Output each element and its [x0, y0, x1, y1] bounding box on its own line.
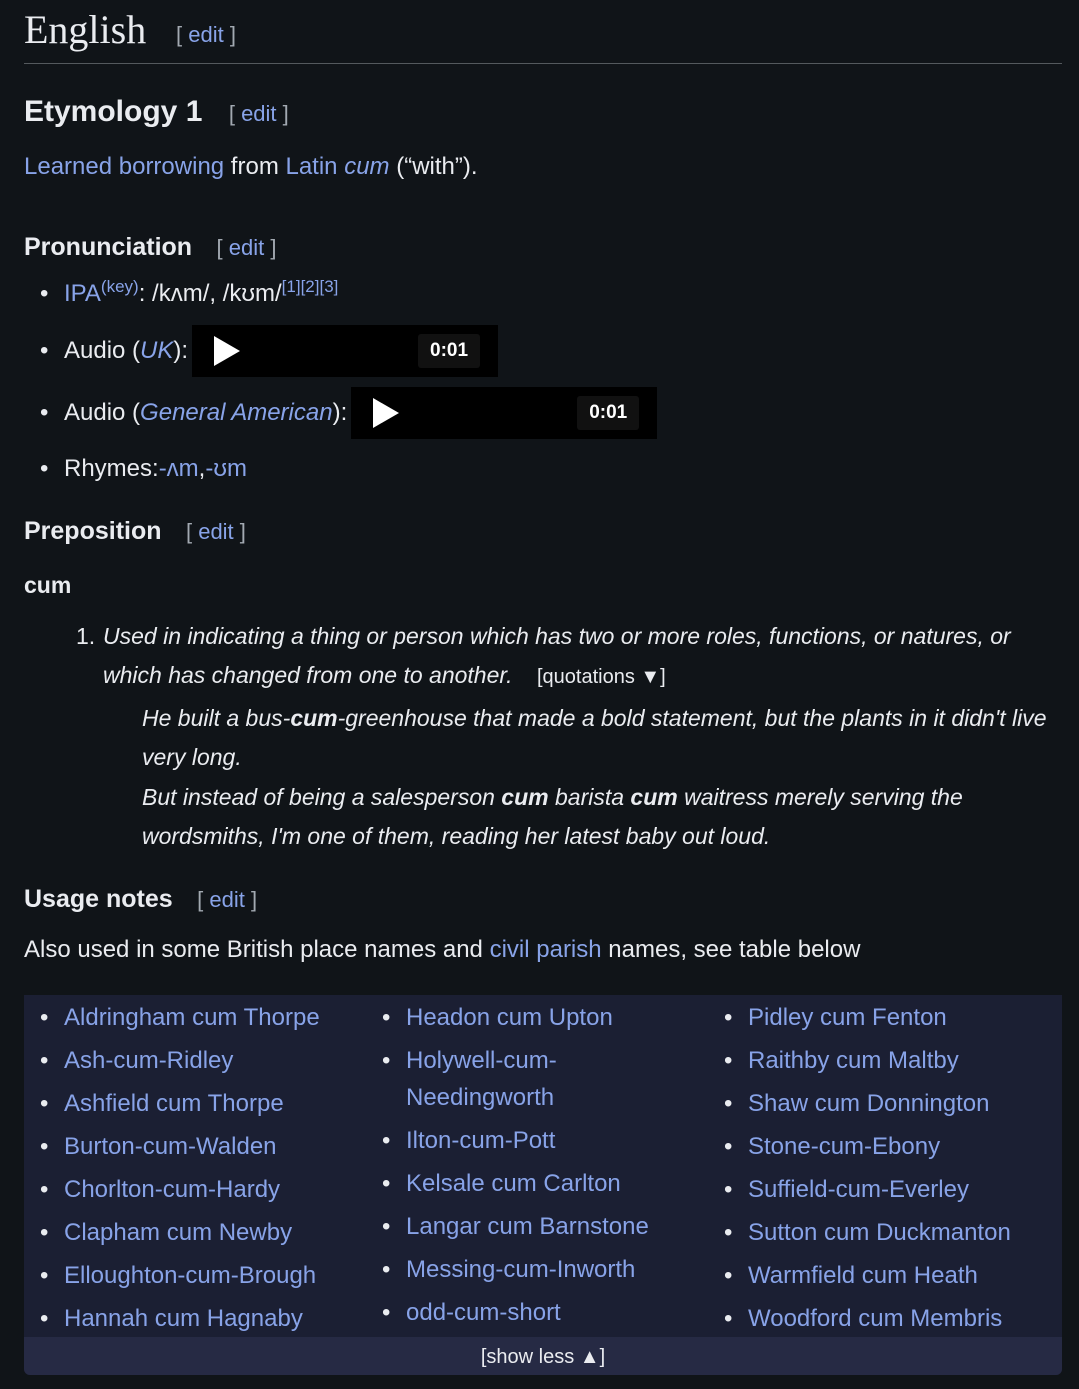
audio-us-item: • Audio ( General American ): 0:01 [24, 387, 657, 439]
list-item [366, 1042, 649, 1116]
audio-uk-item: • Audio ( UK ): 0:01 [24, 325, 498, 377]
play-icon[interactable] [214, 336, 240, 366]
edit-section: [ edit ] [216, 235, 277, 260]
place-link[interactable]: Clapham cum Newby [64, 1219, 293, 1246]
list-item [708, 1042, 1011, 1079]
edit-link[interactable]: edit [209, 887, 245, 912]
audio-player[interactable] [351, 387, 657, 439]
edit-section: [ edit ] [185, 519, 246, 544]
place-link[interactable]: Suffield-cum-Everley [748, 1176, 969, 1203]
heading-title: Usage notes [24, 885, 173, 913]
audio-duration: 0:01 [577, 396, 639, 430]
edit-section: [ edit ] [197, 887, 258, 912]
definition-1 [76, 617, 1051, 697]
place-link[interactable]: Ashfield cum Thorpe [64, 1090, 284, 1117]
list-item [366, 1208, 649, 1245]
gloss: (“with”). [389, 153, 478, 180]
list-item [24, 1128, 320, 1165]
place-link[interactable]: Elloughton-cum-Brough [64, 1262, 317, 1289]
list-item [708, 1128, 1011, 1165]
latin-link[interactable]: Latin [285, 153, 338, 180]
heading-title: Pronunciation [24, 233, 193, 261]
headword: cum [24, 572, 72, 598]
list-item [366, 999, 649, 1036]
place-link[interactable]: Stone-cum-Ebony [748, 1133, 941, 1160]
list-item [366, 1122, 649, 1159]
place-column-3 [708, 999, 1011, 1343]
place-link[interactable]: Headon cum Upton [406, 1004, 613, 1031]
show-less-toggle[interactable]: [show less ▲] [24, 1337, 1062, 1375]
place-link[interactable]: Aldringham cum Thorpe [64, 1004, 320, 1031]
text-from: from [224, 153, 286, 180]
list-item [366, 1165, 649, 1202]
place-names-table [24, 995, 1062, 1375]
latin-cum-link[interactable]: cum [344, 153, 390, 180]
etymology-heading [24, 95, 289, 129]
list-item [366, 1251, 649, 1288]
place-link[interactable]: Messing-cum-Inworth [406, 1256, 636, 1283]
list-item [708, 1300, 1011, 1337]
place-link[interactable]: odd-cum-short [406, 1299, 561, 1326]
accent-ga-link[interactable]: General American [140, 399, 333, 426]
place-link[interactable]: Hannah cum Hagnaby [64, 1305, 303, 1332]
list-item [708, 1171, 1011, 1208]
edit-section: [ edit ] [176, 22, 236, 47]
ipa-link[interactable]: IPA [64, 280, 101, 307]
edit-link[interactable]: edit [241, 101, 277, 126]
edit-section: [ edit ] [228, 101, 289, 126]
usage-notes-text: Also used in some British place names and civil parish names, see table below [24, 936, 861, 963]
heading-title: Preposition [24, 517, 162, 545]
heading-title: Etymology 1 [24, 95, 203, 128]
list-item [708, 1085, 1011, 1122]
place-link[interactable]: Langar cum Barnstone [406, 1213, 649, 1240]
pronunciation-heading [24, 233, 276, 262]
list-item [24, 999, 320, 1036]
list-item [24, 1257, 320, 1294]
learned-borrowing-link[interactable]: Learned borrowing [24, 153, 225, 180]
rhymes-item: • Rhymes: -ʌm , -ʊm [40, 455, 247, 482]
place-link[interactable]: Burton-cum-Walden [64, 1133, 277, 1160]
place-link[interactable]: Holywell-cum- Needingworth [406, 1047, 557, 1111]
list-item [24, 1300, 320, 1337]
place-link[interactable]: Warmfield cum Heath [748, 1262, 978, 1289]
place-link[interactable]: Woodford cum Membris [748, 1305, 1003, 1332]
edit-link[interactable]: edit [228, 235, 265, 260]
place-link[interactable]: Ash-cum-Ridley [64, 1047, 234, 1074]
ipa-key-link[interactable]: (key) [100, 277, 139, 296]
place-link[interactable]: Raithby cum Maltby [748, 1047, 959, 1074]
list-item [708, 1257, 1011, 1294]
edit-link[interactable]: edit [188, 22, 224, 47]
civil-parish-link[interactable]: civil parish [489, 936, 602, 963]
list-item [708, 999, 1011, 1036]
accent-uk-link[interactable]: UK [140, 337, 174, 364]
list-item [366, 1294, 649, 1331]
quotations-toggle[interactable]: [quotations ▼] [536, 666, 666, 688]
edit-link[interactable]: edit [198, 519, 234, 544]
list-item [708, 1214, 1011, 1251]
place-link[interactable]: Kelsale cum Carlton [406, 1170, 621, 1197]
audio-player[interactable] [192, 325, 498, 377]
reference-links[interactable]: [1][2][3] [281, 277, 339, 296]
etymology-text [24, 153, 478, 181]
quotation: But instead of being a salesperson cum barista cum waitress merely serving the wordsmiths, I'm one of them, reading her latest baby out loud. [142, 784, 963, 849]
place-column-2 [366, 999, 649, 1337]
quotation: He built a bus-cum-greenhouse that made a bold statement, but the plants in it didn't live very long. [142, 705, 1047, 770]
rhyme-link[interactable]: -ʊm [205, 455, 247, 482]
heading-title: English [24, 7, 147, 52]
place-column-1 [24, 999, 320, 1343]
play-icon[interactable] [373, 398, 399, 428]
definition-number: 1. [76, 623, 96, 649]
rhyme-link[interactable]: -ʌm [158, 455, 199, 482]
place-link[interactable]: Shaw cum Donnington [748, 1090, 990, 1117]
audio-duration: 0:01 [418, 334, 480, 368]
ipa-transcription: /kʌm/, /kʊm/ [145, 280, 282, 307]
list-item [24, 1171, 320, 1208]
place-link[interactable]: Chorlton-cum-Hardy [64, 1176, 281, 1203]
ipa-item: • IPA$^{(key)}$: /kʌm/, /kʊm/[1][2][3] [40, 277, 339, 307]
preposition-heading [24, 517, 246, 546]
list-item [24, 1042, 320, 1079]
definition-text: Used in indicating a thing or person which has two or more roles, functions, or natures, or which has changed from one to another. [103, 623, 1011, 688]
language-heading [24, 6, 1062, 64]
usage-notes-heading [24, 885, 257, 914]
place-link[interactable]: Sutton cum Duckmanton [748, 1219, 1011, 1246]
list-item [24, 1214, 320, 1251]
list-item [24, 1085, 320, 1122]
place-link[interactable]: Pidley cum Fenton [748, 1004, 947, 1031]
place-link[interactable]: Ilton-cum-Pott [406, 1127, 556, 1154]
